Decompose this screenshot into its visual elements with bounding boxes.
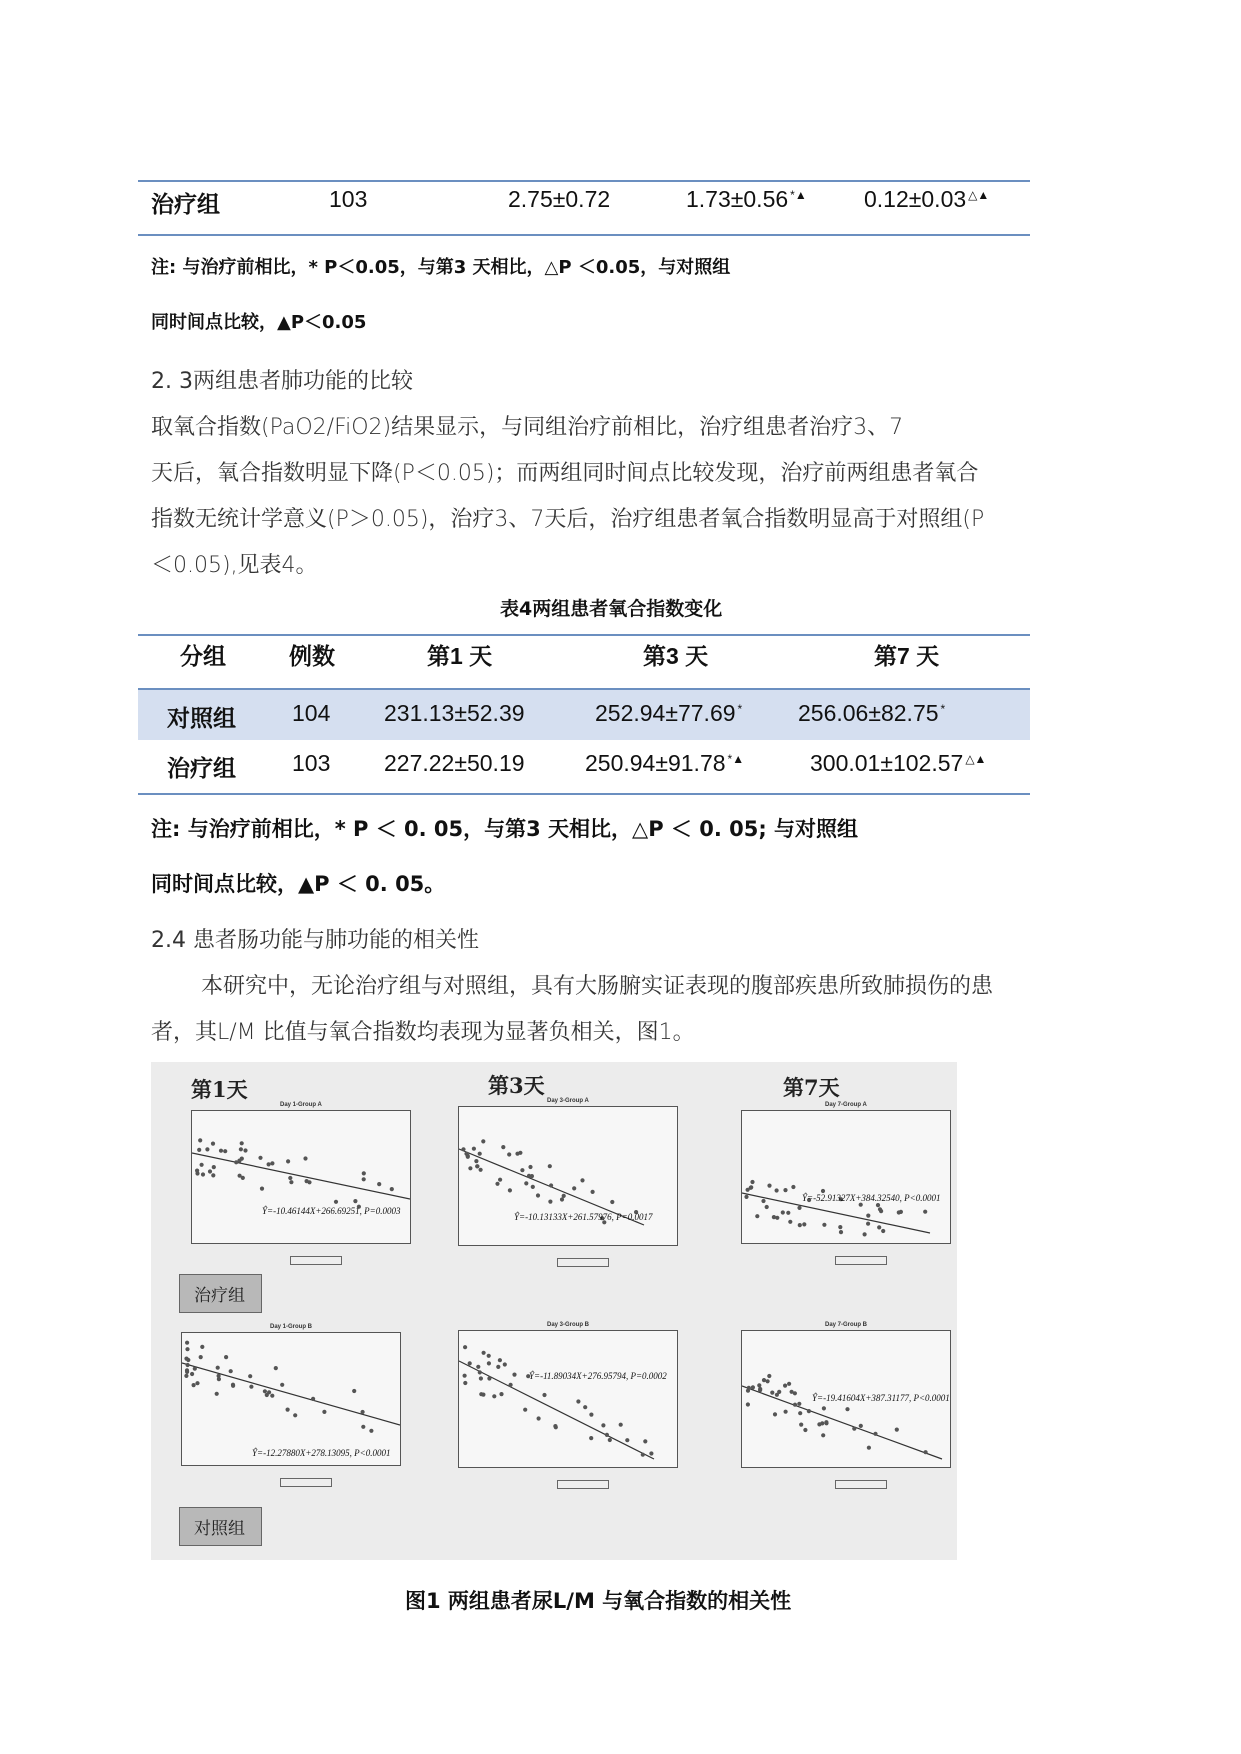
scatter-point [877, 1225, 881, 1229]
regression-line [192, 1153, 410, 1199]
scatter-panel [181, 1332, 401, 1466]
scatter-point [390, 1187, 394, 1191]
scatter-point [859, 1203, 863, 1207]
scatter-point [589, 1436, 593, 1440]
scatter-point [757, 1383, 761, 1387]
scatter-point [270, 1161, 274, 1165]
scatter-point [240, 1157, 244, 1161]
scatter-point [821, 1433, 825, 1437]
table4-r2-day7-value: 300.01±102.57 [810, 750, 964, 776]
scatter-point [322, 1410, 326, 1414]
scatter-point [839, 1230, 843, 1234]
scatter-point [286, 1408, 290, 1412]
scatter-point [463, 1345, 467, 1349]
scatter-point [790, 1390, 794, 1394]
scatter-point [746, 1389, 750, 1393]
panel-title: Day 7-Group A [825, 1102, 867, 1108]
scatter-svg [459, 1331, 677, 1467]
section-23-heading: 2. 3两组患者肺功能的比较 [151, 369, 413, 394]
scatter-point [499, 1392, 503, 1396]
scatter-point [562, 1194, 566, 1198]
scatter-point [605, 1433, 609, 1437]
table3-cell-day7 [864, 186, 989, 213]
scatter-point [576, 1399, 580, 1403]
table4-r1-day3 [595, 700, 742, 727]
scatter-point [866, 1222, 870, 1226]
scatter-point [509, 1383, 513, 1387]
scatter-panel [458, 1106, 678, 1246]
scatter-point [641, 1453, 645, 1457]
scatter-point [362, 1177, 366, 1181]
panel-title: Day 1-Group A [280, 1102, 322, 1108]
table4-r2-day7-mark: △▲ [965, 752, 987, 766]
scatter-point [241, 1176, 245, 1180]
scatter-point [649, 1451, 653, 1455]
scatter-point [478, 1152, 482, 1156]
scatter-point [197, 1148, 201, 1152]
scatter-point [643, 1439, 647, 1443]
scatter-panel [458, 1330, 678, 1468]
scatter-point [553, 1424, 557, 1428]
scatter-point [479, 1168, 483, 1172]
scatter-point [523, 1408, 527, 1412]
scatter-point [461, 1147, 465, 1151]
scatter-point [524, 1181, 528, 1185]
scatter-point [219, 1149, 223, 1153]
scatter-point [798, 1411, 802, 1415]
section-23-line-2: 天后，氧合指数明显下降(P＜0.05)；而两组同时间点比较发现，治疗前两组患者氧合 [151, 461, 979, 486]
table4-bottom-rule [138, 793, 1030, 795]
scatter-point [267, 1390, 271, 1394]
scatter-point [878, 1207, 882, 1211]
scatter-point [212, 1165, 216, 1169]
scatter-point [591, 1190, 595, 1194]
scatter-point [744, 1195, 748, 1199]
scatter-point [762, 1378, 766, 1382]
table4-r1-group: 对照组 [167, 705, 236, 731]
table3-note-line2: 同时间点比较，▲P＜0.05 [151, 312, 367, 333]
scatter-point [876, 1203, 880, 1207]
scatter-point [773, 1412, 777, 1416]
regression-equation: Ŷ=-19.41604X+387.31177, P<0.0001 [812, 1393, 950, 1403]
scatter-panel [741, 1110, 951, 1244]
regression-equation: Ŷ=-10.46144X+266.69251, P=0.0003 [262, 1206, 401, 1216]
scatter-point [775, 1188, 779, 1192]
table4-header-day3: 第3 天 [643, 643, 709, 669]
scatter-point [223, 1149, 227, 1153]
scatter-point [797, 1402, 801, 1406]
scatter-point [492, 1394, 496, 1398]
scatter-point [824, 1421, 828, 1425]
scatter-point [215, 1392, 219, 1396]
table-row [138, 690, 1030, 740]
table4-r1-day7 [798, 700, 945, 727]
scatter-point [866, 1214, 870, 1218]
scatter-point [548, 1164, 552, 1168]
scatter-point [852, 1427, 856, 1431]
scatter-point [190, 1372, 194, 1376]
scatter-point [766, 1379, 770, 1383]
scatter-point [231, 1384, 235, 1388]
scatter-point [783, 1384, 787, 1388]
section-23-line-1: 取氧合指数(PaO2/FiO2)结果显示，与同组治疗前相比，治疗组患者治疗3、7 [151, 415, 904, 440]
scatter-point [788, 1220, 792, 1224]
scatter-svg [459, 1107, 677, 1245]
scatter-point [185, 1368, 189, 1372]
table3-top-rule [138, 180, 1030, 182]
scatter-point [248, 1374, 252, 1378]
table4-r2-group: 治疗组 [167, 755, 236, 781]
scatter-point [263, 1389, 267, 1393]
legend-box [835, 1256, 887, 1265]
table4-r1-day1: 231.13±52.39 [384, 700, 525, 726]
day-title-1: 第1天 [191, 1077, 248, 1102]
panel-title: Day 3-Group B [547, 1322, 590, 1328]
scatter-point [217, 1377, 221, 1381]
scatter-point [512, 1373, 516, 1377]
scatter-point [560, 1197, 564, 1201]
table3-bottom-rule [138, 234, 1030, 236]
scatter-point [786, 1211, 790, 1215]
scatter-point [200, 1163, 204, 1167]
scatter-point [286, 1159, 290, 1163]
scatter-panel [191, 1110, 411, 1244]
scatter-point [531, 1185, 535, 1189]
scatter-svg [742, 1111, 950, 1243]
scatter-point [487, 1361, 491, 1365]
scatter-point [859, 1424, 863, 1428]
scatter-point [198, 1138, 202, 1142]
scatter-point [528, 1165, 532, 1169]
group-label-treatment: 治疗组 [179, 1274, 262, 1313]
scatter-point [897, 1210, 901, 1214]
scatter-point [583, 1405, 587, 1409]
scatter-point [791, 1185, 795, 1189]
scatter-point [293, 1413, 297, 1417]
scatter-point [288, 1176, 292, 1180]
scatter-point [625, 1438, 629, 1442]
scatter-point [193, 1367, 197, 1371]
table4-top-rule [138, 634, 1030, 636]
scatter-point [520, 1168, 524, 1172]
scatter-point [260, 1187, 264, 1191]
scatter-point [746, 1188, 750, 1192]
table4-r1-day3-value: 252.94±77.69 [595, 700, 736, 726]
scatter-point [377, 1182, 381, 1186]
scatter-point [751, 1385, 755, 1389]
scatter-point [881, 1229, 885, 1233]
scatter-point [838, 1225, 842, 1229]
scatter-point [775, 1216, 779, 1220]
scatter-point [353, 1199, 357, 1203]
scatter-point [530, 1174, 534, 1178]
scatter-point [770, 1391, 774, 1395]
table4-r1-day7-mark: * [940, 702, 946, 716]
scatter-point [192, 1383, 196, 1387]
scatter-point [498, 1178, 502, 1182]
scatter-point [873, 1432, 877, 1436]
table4-r2-day3-value: 250.94±91.78 [585, 750, 726, 776]
scatter-point [608, 1438, 612, 1442]
scatter-point [267, 1162, 271, 1166]
scatter-point [369, 1429, 373, 1433]
table4-r2-day3 [585, 750, 744, 777]
regression-equation: Ŷ=-12.27880X+278.13095, P<0.0001 [252, 1448, 391, 1458]
scatter-point [478, 1370, 482, 1374]
legend-box [557, 1258, 609, 1267]
scatter-point [201, 1172, 205, 1176]
group-label-control: 对照组 [179, 1507, 262, 1546]
scatter-point [211, 1142, 215, 1146]
scatter-point [466, 1155, 470, 1159]
scatter-point [572, 1186, 576, 1190]
table3-cell-day3 [686, 186, 807, 213]
table3-day7-mark: △▲ [968, 188, 990, 202]
table4-title: 表4两组患者氧合指数变化 [500, 598, 723, 620]
scatter-svg [192, 1111, 410, 1243]
table4-header-n: 例数 [289, 643, 335, 669]
scatter-point [463, 1374, 467, 1378]
scatter-point [619, 1423, 623, 1427]
scatter-point [924, 1450, 928, 1454]
scatter-point [185, 1341, 189, 1345]
scatter-point [362, 1171, 366, 1175]
scatter-point [515, 1152, 519, 1156]
scatter-point [270, 1394, 274, 1398]
scatter-point [610, 1200, 614, 1204]
scatter-point [305, 1179, 309, 1183]
scatter-point [601, 1423, 605, 1427]
legend-box [290, 1256, 342, 1265]
day-title-3: 第3天 [488, 1073, 545, 1098]
scatter-point [258, 1156, 262, 1160]
scatter-point [767, 1374, 771, 1378]
figure-1 [151, 1062, 957, 1560]
section-23-line-3: 指数无统计学意义(P＞0.05)，治疗3、7天后，治疗组患者氧合指数明显高于对照组(P [151, 507, 985, 532]
scatter-point [498, 1358, 502, 1362]
table4-r1-day7-value: 256.06±82.75 [798, 700, 939, 726]
scatter-point [475, 1164, 479, 1168]
panel-title: Day 3-Group A [547, 1098, 589, 1104]
scatter-point [761, 1199, 765, 1203]
section-24-line-2: 者，其L/M 比值与氧合指数均表现为显著负相关，图1。 [151, 1020, 695, 1045]
scatter-point [199, 1355, 203, 1359]
scatter-point [589, 1413, 593, 1417]
scatter-point [468, 1166, 472, 1170]
table3-note-line1: 注: 与治疗前相比，* P＜0.05，与第3 天相比，△P ＜0.05，与对照组 [151, 257, 731, 278]
scatter-point [479, 1392, 483, 1396]
scatter-point [749, 1185, 753, 1189]
panel-title: Day 7-Group B [825, 1322, 868, 1328]
scatter-point [361, 1410, 365, 1414]
scatter-svg [182, 1333, 400, 1465]
scatter-point [750, 1180, 754, 1184]
table4-r1-day3-mark: * [737, 702, 743, 716]
scatter-point [361, 1425, 365, 1429]
scatter-point [746, 1402, 750, 1406]
table3-cell-day1: 2.75±0.72 [508, 186, 611, 212]
figure-1-caption: 图1 两组患者尿L/M 与氧合指数的相关性 [405, 1589, 792, 1613]
scatter-point [487, 1354, 491, 1358]
scatter-point [479, 1376, 483, 1380]
scatter-point [311, 1397, 315, 1401]
table3-day7-value: 0.12±0.03 [864, 186, 967, 212]
scatter-point [352, 1389, 356, 1393]
scatter-point [474, 1159, 478, 1163]
section-23-line-4: ＜0.05),见表4。 [151, 553, 318, 578]
table4-r2-day7 [810, 750, 986, 777]
legend-box [835, 1480, 887, 1489]
scatter-point [580, 1178, 584, 1182]
panel-title: Day 1-Group B [270, 1324, 313, 1330]
scatter-point [549, 1183, 553, 1187]
scatter-point [807, 1409, 811, 1413]
table4-r2-day3-mark: *▲ [727, 752, 745, 766]
day-title-7: 第7天 [783, 1075, 840, 1100]
table4-r2-day1: 227.22±50.19 [384, 750, 525, 776]
scatter-point [923, 1210, 927, 1214]
scatter-point [765, 1205, 769, 1209]
scatter-point [495, 1182, 499, 1186]
scatter-point [274, 1366, 278, 1370]
scatter-point [468, 1361, 472, 1365]
scatter-point [863, 1232, 867, 1236]
scatter-point [781, 1210, 785, 1214]
scatter-point [185, 1347, 189, 1351]
scatter-point [195, 1171, 199, 1175]
scatter-point [548, 1200, 552, 1204]
scatter-point [798, 1223, 802, 1227]
table3-cell-group: 治疗组 [151, 191, 220, 217]
scatter-point [476, 1365, 480, 1369]
scatter-point [787, 1382, 791, 1386]
scatter-point [205, 1147, 209, 1151]
scatter-point [200, 1345, 204, 1349]
scatter-point [822, 1223, 826, 1227]
scatter-point [784, 1410, 788, 1414]
scatter-point [802, 1222, 806, 1226]
section-24-heading: 2.4 患者肠功能与肺功能的相关性 [151, 928, 479, 953]
scatter-point [482, 1351, 486, 1355]
scatter-point [783, 1188, 787, 1192]
scatter-point [793, 1403, 797, 1407]
table4-r2-n: 103 [292, 750, 331, 776]
scatter-point [195, 1381, 199, 1385]
scatter-point [507, 1152, 511, 1156]
scatter-point [542, 1393, 546, 1397]
scatter-point [508, 1188, 512, 1192]
scatter-point [758, 1388, 762, 1392]
table4-header-day7: 第7 天 [874, 643, 940, 669]
table3-day3-mark: *▲ [790, 188, 807, 202]
table4-header-group: 分组 [180, 643, 226, 669]
scatter-point [755, 1214, 759, 1218]
scatter-point [249, 1385, 253, 1389]
scatter-point [822, 1406, 826, 1410]
scatter-point [895, 1428, 899, 1432]
scatter-point [799, 1423, 803, 1427]
scatter-point [240, 1141, 244, 1145]
scatter-point [243, 1148, 247, 1152]
section-24-line-1: 本研究中，无论治疗组与对照组，具有大肠腑实证表现的腹部疾患所致肺损伤的患 [201, 974, 994, 999]
scatter-point [775, 1393, 779, 1397]
scatter-point [211, 1173, 215, 1177]
regression-equation: Ŷ=-52.91327X+384.32540, P<0.0001 [802, 1193, 941, 1203]
scatter-point [184, 1357, 188, 1361]
scatter-point [472, 1147, 476, 1151]
scatter-point [224, 1355, 228, 1359]
scatter-point [184, 1374, 188, 1378]
table3-day3-value: 1.73±0.56 [686, 186, 789, 212]
scatter-point [867, 1446, 871, 1450]
scatter-point [503, 1362, 507, 1366]
scatter-point [536, 1193, 540, 1197]
scatter-point [239, 1147, 243, 1151]
scatter-point [537, 1416, 541, 1420]
scatter-point [334, 1200, 338, 1204]
scatter-point [216, 1366, 220, 1370]
table4-note-line1: 注: 与治疗前相比，* P ＜ 0. 05，与第3 天相比，△P ＜ 0. 05; 与对照组 [151, 817, 859, 841]
scatter-point [229, 1369, 233, 1373]
table3-cell-n: 103 [329, 186, 368, 212]
regression-equation: Ŷ=-11.89034X+276.95794, P=0.0002 [529, 1371, 667, 1381]
legend-box [280, 1478, 332, 1487]
scatter-point [501, 1145, 505, 1149]
regression-equation: Ŷ=-10.13133X+261.57976, P=0.0017 [514, 1212, 653, 1222]
scatter-point [496, 1365, 500, 1369]
scatter-point [820, 1421, 824, 1425]
scatter-point [767, 1184, 771, 1188]
scatter-point [487, 1376, 491, 1380]
scatter-point [463, 1381, 467, 1385]
table-row [138, 740, 1030, 790]
table4-r1-n: 104 [292, 700, 331, 726]
scatter-point [845, 1407, 849, 1411]
scatter-point [303, 1156, 307, 1160]
table4-note-line2: 同时间点比较，▲P ＜ 0. 05。 [151, 872, 446, 896]
scatter-point [797, 1206, 801, 1210]
scatter-point [289, 1180, 293, 1184]
scatter-point [481, 1139, 485, 1143]
scatter-point [208, 1169, 212, 1173]
scatter-point [280, 1383, 284, 1387]
scatter-panel [741, 1330, 951, 1468]
legend-box [557, 1480, 609, 1489]
scatter-point [186, 1363, 190, 1367]
scatter-point [803, 1428, 807, 1432]
table4-header-day1: 第1 天 [427, 643, 493, 669]
